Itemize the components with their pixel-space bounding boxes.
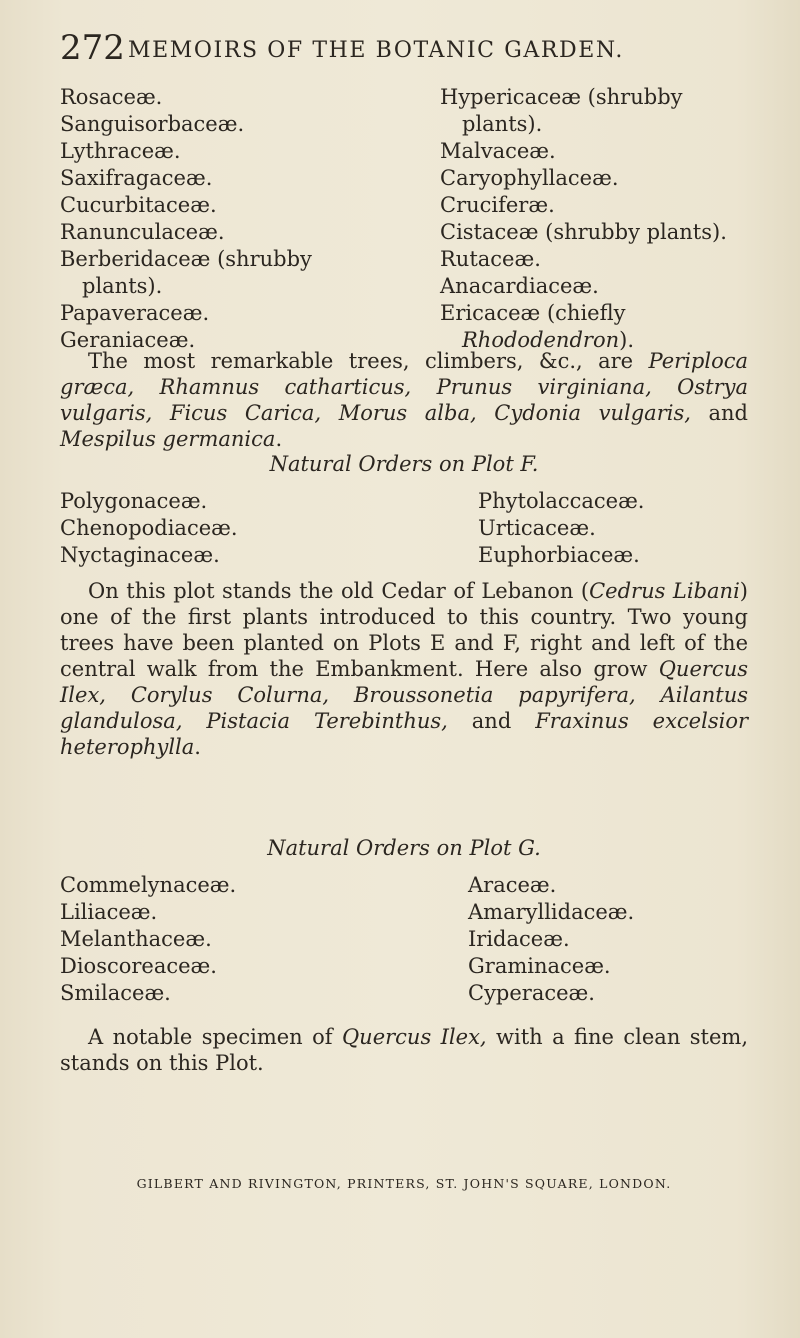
list-item: Graminaceæ.	[468, 954, 611, 978]
list-item: Cyperaceæ.	[468, 981, 595, 1005]
paragraph-cedar	[60, 578, 748, 760]
list-item: Melanthaceæ.	[60, 927, 212, 951]
list-item: Caryophyllaceæ.	[440, 166, 619, 190]
list-item: Dioscoreaceæ.	[60, 954, 217, 978]
plot-g-list-left	[60, 872, 360, 1007]
running-head: MEMOIRS OF THE BOTANIC GARDEN.	[128, 38, 624, 63]
heading-plot-f: Natural Orders on Plot F.	[269, 452, 539, 476]
text-run: The most remarkable trees, climbers, &c., are	[88, 349, 649, 373]
list-item: Papaveraceæ.	[60, 301, 210, 325]
list-item: Commelynaceæ.	[60, 873, 237, 897]
species-names: Quercus Ilex, Corylus Colurna, Broussonetia papyrifera, Ailantus glandulosa, Pistacia Terebinthus,	[60, 657, 748, 733]
plot-f-list-left	[60, 488, 360, 569]
plot-g-list-right	[468, 872, 748, 1007]
list-item: Rutaceæ.	[440, 247, 541, 271]
page-number: 272	[60, 28, 125, 68]
orders-list-left	[60, 84, 360, 354]
species-names: Cedrus Libani	[589, 579, 740, 603]
page-header	[60, 28, 760, 68]
list-item: Rosaceæ.	[60, 85, 163, 109]
text-run: with a fine clean stem, stands on this Plot.	[60, 1025, 748, 1075]
list-item: Anacardiaceæ.	[440, 274, 599, 298]
list-item: Urticaceæ.	[478, 516, 596, 540]
list-item: Sanguisorbaceæ.	[60, 112, 245, 136]
list-item-text: ).	[619, 328, 634, 352]
text-run: .	[275, 427, 283, 451]
list-item: Iridaceæ.	[468, 927, 570, 951]
species-names: Mespilus germanica	[60, 427, 276, 451]
list-item: Phytolaccaceæ.	[478, 489, 645, 513]
list-item: Chenopodiaceæ.	[60, 516, 238, 540]
text-run: ) one of the first plants introduced to this country. Two young trees have been planted on Plots E and F, right and left of the central walk from the Embankment. Here also grow	[60, 579, 748, 681]
genus-name: Rhododendron	[462, 328, 620, 352]
text-run: and	[690, 401, 749, 425]
list-item: Cistaceæ (shrubby plants).	[440, 220, 727, 244]
list-item: Hypericaceæ (shrubby plants).	[440, 85, 683, 136]
list-item: Araceæ.	[468, 873, 557, 897]
species-names: Fraxinus excelsior heterophylla	[60, 709, 748, 759]
plot-f-list-right	[478, 488, 748, 569]
list-item-text: Ericaceæ (chiefly	[440, 301, 626, 325]
list-item: Nyctaginaceæ.	[60, 543, 220, 567]
paragraph-specimen	[60, 1024, 748, 1076]
list-item	[440, 300, 762, 354]
list-item: Lythraceæ.	[60, 139, 181, 163]
list-item: Amaryllidaceæ.	[468, 900, 635, 924]
list-item: Saxifragaceæ.	[60, 166, 213, 190]
list-item: Berberidaceæ (shrubby plants).	[60, 247, 312, 298]
list-item: Cruciferæ.	[440, 193, 555, 217]
species-names: Quercus Ilex,	[341, 1025, 487, 1049]
list-item: Smilaceæ.	[60, 981, 171, 1005]
species-names: Periploca græca, Rhamnus catharticus, Prunus virginiana, Ostrya vulgaris, Ficus Carica, Morus alba, Cydonia vulgaris,	[60, 349, 748, 425]
list-item: Geraniaceæ.	[60, 328, 196, 352]
text-run: On this plot stands the old Cedar of Lebanon (	[88, 579, 590, 603]
list-item: Malvaceæ.	[440, 139, 556, 163]
orders-list-right	[440, 84, 750, 354]
printer-imprint: GILBERT AND RIVINGTON, PRINTERS, ST. JOHN'S SQUARE, LONDON.	[136, 1176, 672, 1191]
list-item: Polygonaceæ.	[60, 489, 208, 513]
list-item: Ranunculaceæ.	[60, 220, 225, 244]
text-run: and	[447, 709, 536, 733]
text-run: A notable specimen of	[88, 1025, 342, 1049]
text-run: .	[194, 735, 201, 759]
paragraph-trees	[60, 348, 748, 452]
heading-plot-g: Natural Orders on Plot G.	[267, 836, 541, 860]
list-item: Liliaceæ.	[60, 900, 158, 924]
list-item: Euphorbiaceæ.	[478, 543, 640, 567]
list-item: Cucurbitaceæ.	[60, 193, 217, 217]
